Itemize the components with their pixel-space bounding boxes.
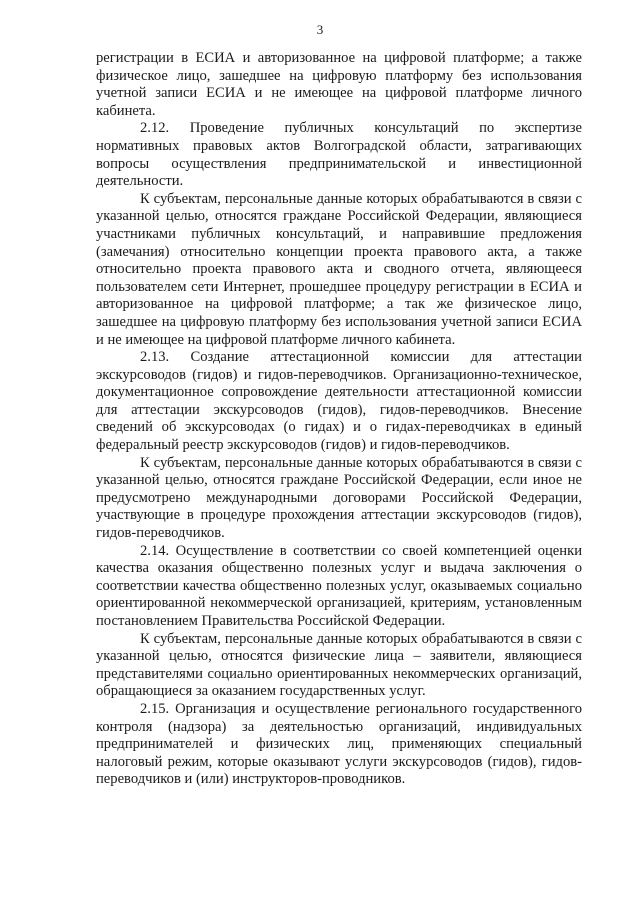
paragraph-2-15: 2.15. Организация и осуществление регионального государственного контроля (надзора) за деятельностью организаций, индивидуальных предпринимателей и физических лиц, применяющих специальный налоговый режим, которые оказывают услуги экскурсоводов (гидов), гидов-переводчиков и (или) инструкторов-проводников.: [96, 700, 582, 788]
paragraph-2-14-subjects: К субъектам, персональные данные которых обрабатываются в связи с указанной целью, относятся физические лица – заявители, являющиеся представителями социально ориентированных некоммерческих организаций, обращающиеся за оказанием государственных услуг.: [96, 630, 582, 700]
paragraph-2-13-subjects: К субъектам, персональные данные которых обрабатываются в связи с указанной целью, относятся граждане Российской Федерации, если иное не предусмотрено международными договорами Российской Федерации, участвующие в процедуре прохождения аттестации экскурсоводов (гидов), гидов-переводчиков.: [96, 454, 582, 542]
paragraph-2-12: 2.12. Проведение публичных консультаций по экспертизе нормативных правовых актов Волгоградской области, затрагивающих вопросы осуществления предпринимательской и инвестиционной деятельности.: [96, 120, 582, 190]
page-number: 3: [316, 22, 324, 37]
paragraph-2-14: 2.14. Осуществление в соответствии со своей компетенцией оценки качества оказания общественно полезных услуг и выдача заключения о соответствии качества общественно полезных услуг, оказываемых социально ориентированной некоммерческой организацией, критериям, установленным постановлением Правительства Российской Федерации.: [96, 542, 582, 629]
paragraph-2-13: 2.13. Создание аттестационной комиссии для аттестации экскурсоводов (гидов) и гидов-переводчиков. Организационно-техническое, документационное сопровождение деятельности аттестационной комиссии для аттестации экскурсоводов (гидов), гидов-переводчиков. Внесение сведений об экскурсоводах (о гидах) и о гидах-переводчиках в единый федеральный реестр экскурсоводов (гидов) и гидов-переводчиков.: [96, 349, 582, 454]
paragraph-continuation: регистрации в ЕСИА и авторизованное на цифровой платформе; а также физическое лицо, зашедшее на цифровую платформу без использования учетной записи ЕСИА и не имеющее на цифровой платформе личного кабинета.: [96, 50, 582, 119]
paragraph-2-12-subjects: К субъектам, персональные данные которых обрабатываются в связи с указанной целью, относятся граждане Российской Федерации, являющиеся участниками публичных консультаций, и направившие предложения (замечания) относительно концепции проекта правового акта, а также относительно проекта правового акта и сводного отчета, являющееся пользователем сети Интернет, прошедшее процедуру регистрации в ЕСИА и авторизованное на цифровой платформе; а так же физическое лицо, зашедшее на цифровую платформу без использования учетной записи ЕСИА и не имеющее на цифровой платформе личного кабинета.: [96, 190, 582, 348]
document-body: [96, 50, 582, 789]
